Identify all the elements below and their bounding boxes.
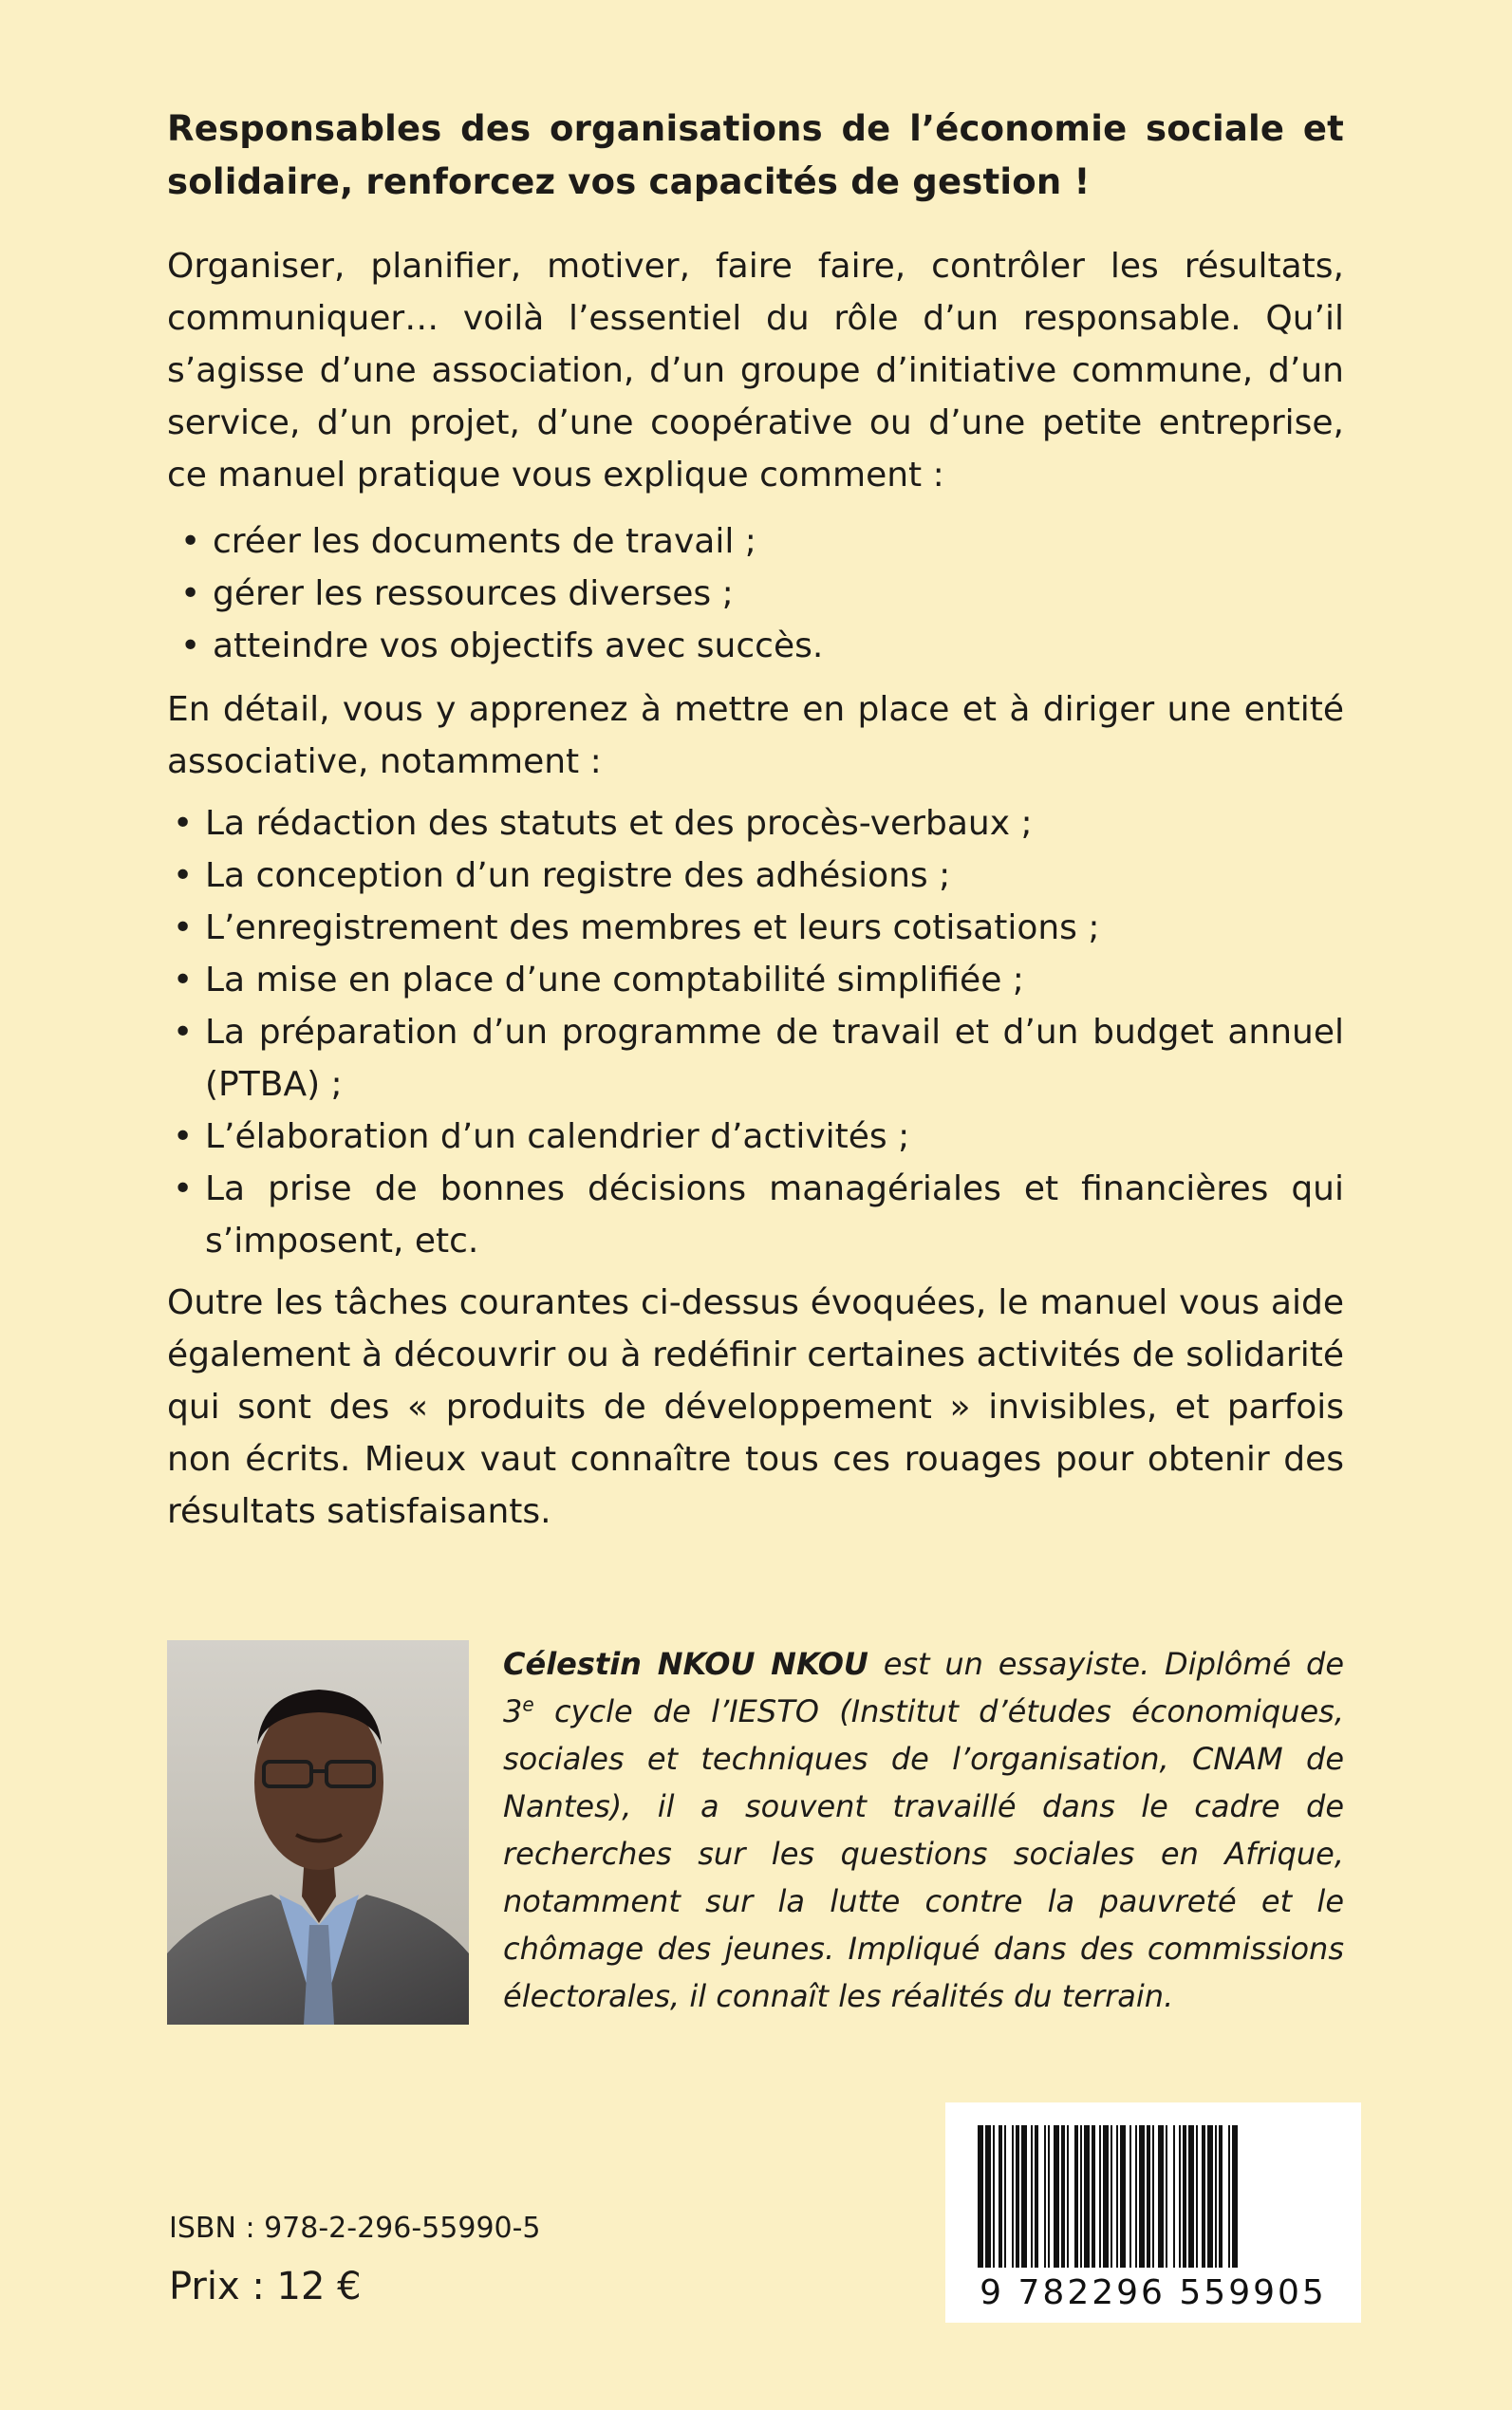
bullet-icon: • (173, 856, 194, 895)
author-name: Célestin NKOU NKOU (503, 1646, 868, 1682)
barcode-digits: 9 782296 559905 (980, 2273, 1327, 2312)
isbn-label: ISBN : 978-2-296-55990-5 (169, 2212, 541, 2245)
list-item: • gérer les ressources diverses ; (167, 568, 1344, 620)
list-item: • La mise en place d’une comptabilité simplifiée ; (167, 954, 1344, 1006)
topics-list (167, 797, 1344, 1267)
bullet-icon: • (173, 908, 194, 947)
list-item: • L’enregistrement des membres et leurs cotisations ; (167, 902, 1344, 954)
list-item: • L’élaboration d’un calendrier d’activités ; (167, 1111, 1344, 1163)
detail-paragraph: En détail, vous y apprenez à mettre en place et à diriger une entité associative, notamment : (167, 690, 1344, 781)
list-item: • atteindre vos objectifs avec succès. (167, 620, 1344, 672)
list-item: • La préparation d’un programme de travail et d’un budget annuel (PTBA) ; (167, 1006, 1344, 1111)
author-bio: Célestin NKOU NKOU est un essayiste. Diplômé de 3e cycle de l’IESTO (Institut d’études économiques, sociales et techniques de l’organisation, CNAM de Nantes), il a souvent travaillé dans le cadre de recherches sur les questions sociales en Afrique, notamment sur la lutte contre la pauvreté et le chômage des jeunes. Impliqué dans des commissions électorales, il connaît les réalités du terrain. (503, 1646, 1345, 2014)
bullet-icon: • (173, 1169, 194, 1208)
skills-list (167, 515, 1344, 672)
headline: Responsables des organisations de l’économie sociale et solidaire, renforcez vos capacités de gestion ! (167, 108, 1344, 202)
list-item: • La conception d’un registre des adhésions ; (167, 850, 1344, 902)
author-portrait-icon (167, 1640, 469, 2025)
intro-paragraph: Organiser, planifier, motiver, faire faire, contrôler les résultats, communiquer… voilà l’essentiel du rôle d’un responsable. Qu’il s’agisse d’une association, d’un groupe d’initiative commune, d’un service, d’un projet, d’une coopérative ou d’une petite entreprise, ce manuel pratique vous explique comment : (167, 247, 1344, 495)
bullet-icon: • (173, 1013, 194, 1052)
list-item: • La prise de bonnes décisions managériales et financières qui s’imposent, etc. (167, 1163, 1344, 1267)
bullet-icon: • (173, 961, 194, 999)
list-item: • créer les documents de travail ; (167, 515, 1344, 568)
closing-paragraph: Outre les tâches courantes ci-dessus évoquées, le manuel vous aide également à découvrir ou à redéfinir certaines activités de solidarité qui sont des « produits de développement » invisibles, et parfois non écrits. Mieux vaut connaître tous ces rouages pour obtenir des résultats satisfaisants. (167, 1283, 1344, 1531)
bullet-icon: • (173, 1117, 194, 1156)
bullet-icon: • (180, 574, 201, 613)
price-label: Prix : 12 € (169, 2265, 362, 2308)
author-photo (167, 1640, 469, 2025)
bullet-icon: • (180, 626, 201, 665)
barcode (945, 2102, 1361, 2323)
bullet-icon: • (180, 522, 201, 561)
bullet-icon: • (173, 804, 194, 843)
list-item: • La rédaction des statuts et des procès-verbaux ; (167, 797, 1344, 850)
